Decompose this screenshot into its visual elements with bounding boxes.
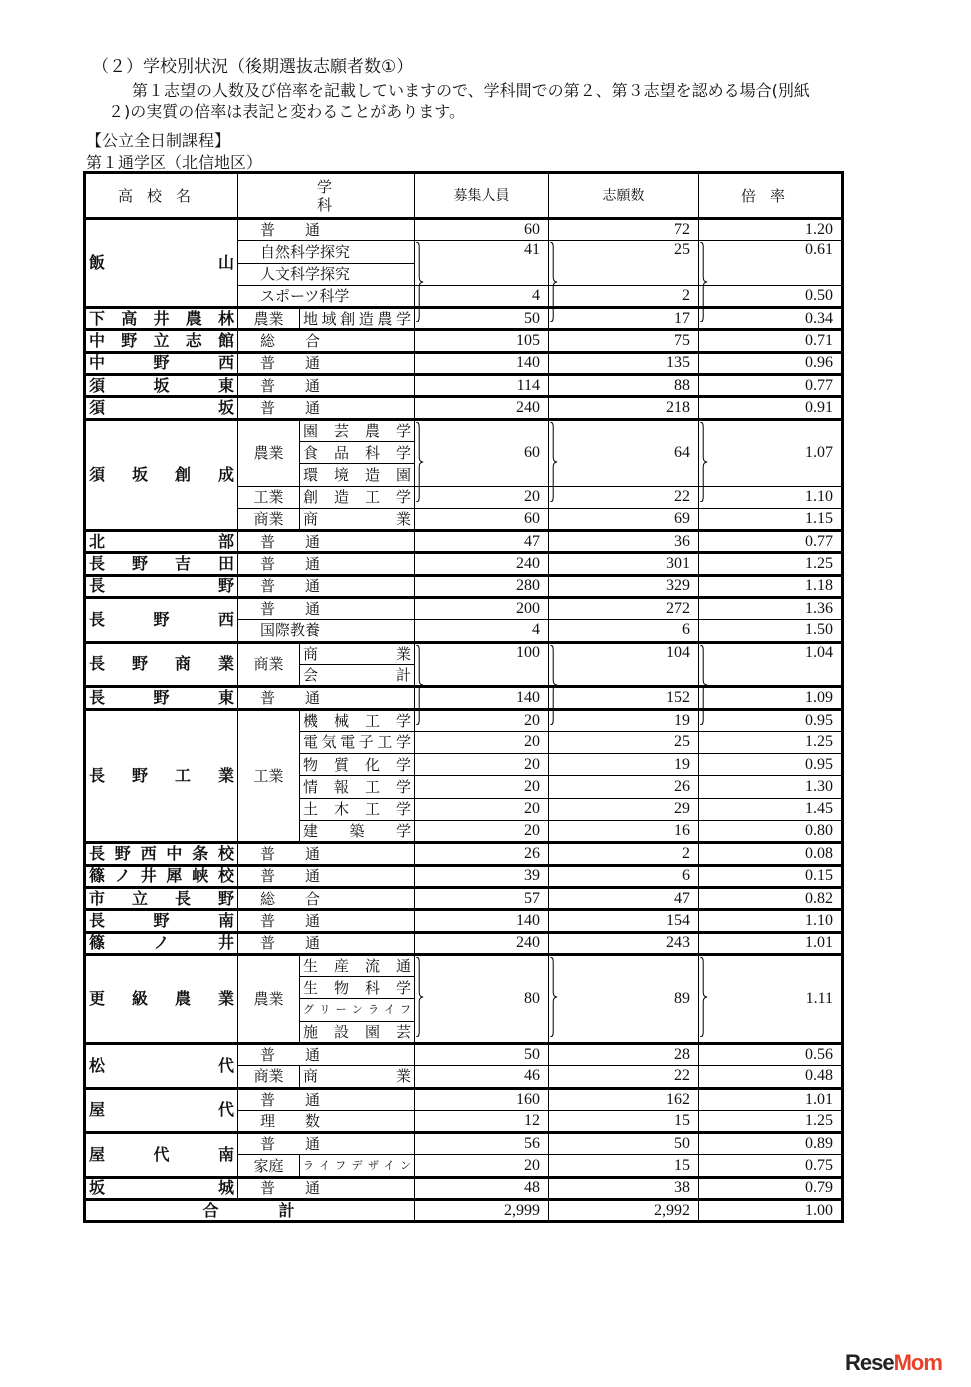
capacity-value: 12 xyxy=(415,1110,549,1132)
dept-name: 普 通 xyxy=(238,1133,415,1155)
table-row xyxy=(85,1177,843,1199)
capacity-value: 26 xyxy=(415,843,549,865)
dept-name: 普 通 xyxy=(238,375,415,397)
school-name: 屋代南 xyxy=(85,1133,238,1178)
school-name: 長野西 xyxy=(85,598,238,643)
capacity-value: 100 xyxy=(415,642,549,687)
ratio-value: 1.01 xyxy=(699,932,843,954)
dept-name: 総 合 xyxy=(238,887,415,909)
ratio-value: 0.77 xyxy=(699,375,843,397)
header-capacity: 募集人員 xyxy=(415,173,549,219)
applicants-value: 25 xyxy=(549,241,699,286)
applicants-value: 22 xyxy=(549,1066,699,1088)
applicants-value: 15 xyxy=(549,1110,699,1132)
dept-name: 建築学 xyxy=(300,821,415,843)
school-name: 飯山 xyxy=(85,219,238,308)
applicants-value: 38 xyxy=(549,1177,699,1199)
dept-category: 家庭 xyxy=(238,1155,300,1177)
total-row xyxy=(85,1200,843,1222)
applicants-value: 88 xyxy=(549,375,699,397)
applicants-value: 272 xyxy=(549,598,699,620)
school-name: 須坂東 xyxy=(85,375,238,397)
capacity-value: 50 xyxy=(415,308,549,330)
dept-name: 食品科学 xyxy=(300,441,415,463)
ratio-value: 1.30 xyxy=(699,776,843,798)
ratio-value: 1.25 xyxy=(699,731,843,753)
applicants-value: 36 xyxy=(549,531,699,553)
capacity-value: 60 xyxy=(415,419,549,486)
table-row xyxy=(85,397,843,419)
ratio-value: 0.91 xyxy=(699,397,843,419)
dept-name: 普 通 xyxy=(238,1088,415,1110)
ratio-value: 1.36 xyxy=(699,598,843,620)
table-row xyxy=(85,865,843,887)
capacity-value: 280 xyxy=(415,575,549,597)
brace-icon xyxy=(700,957,708,1037)
table-row xyxy=(85,954,843,976)
capacity-value: 39 xyxy=(415,865,549,887)
dept-name: 普 通 xyxy=(238,575,415,597)
dept-name: 物質化学 xyxy=(300,754,415,776)
school-name: 篠ノ井犀峡校 xyxy=(85,865,238,887)
school-name: 長野商業 xyxy=(85,642,238,687)
applicants-value: 301 xyxy=(549,553,699,575)
school-name: 屋代 xyxy=(85,1088,238,1133)
dept-name: ライフデザイン xyxy=(300,1155,415,1177)
dept-name: 情報工学 xyxy=(300,776,415,798)
applicants-value: 25 xyxy=(549,731,699,753)
ratio-value: 1.10 xyxy=(699,486,843,508)
capacity-value: 20 xyxy=(415,486,549,508)
table-row xyxy=(85,575,843,597)
dept-name: 普 通 xyxy=(238,397,415,419)
applicants-value: 2 xyxy=(549,285,699,307)
ratio-value: 1.45 xyxy=(699,798,843,820)
capacity-value: 20 xyxy=(415,731,549,753)
school-name: 長野東 xyxy=(85,687,238,709)
table-row xyxy=(85,219,843,241)
capacity-value: 57 xyxy=(415,887,549,909)
applicants-value: 28 xyxy=(549,1043,699,1065)
capacity-value: 56 xyxy=(415,1133,549,1155)
applicants-value: 6 xyxy=(549,865,699,887)
table-row xyxy=(85,1088,843,1110)
ratio-value: 0.15 xyxy=(699,865,843,887)
capacity-value: 20 xyxy=(415,821,549,843)
capacity-value: 20 xyxy=(415,798,549,820)
applicants-value: 329 xyxy=(549,575,699,597)
dept-name: 生物科学 xyxy=(300,977,415,999)
ratio-value: 0.56 xyxy=(699,1043,843,1065)
table-row xyxy=(85,308,843,330)
table-row xyxy=(85,887,843,909)
applicants-value: 15 xyxy=(549,1155,699,1177)
capacity-value: 140 xyxy=(415,910,549,932)
capacity-value: 140 xyxy=(415,352,549,374)
header-dept: 学科 xyxy=(238,173,415,219)
dept-name: 普 通 xyxy=(238,219,415,241)
applicants-value: 243 xyxy=(549,932,699,954)
dept-name: 普 通 xyxy=(238,1043,415,1065)
capacity-value: 4 xyxy=(415,620,549,642)
header-ratio: 倍率 xyxy=(699,173,843,219)
ratio-value: 0.82 xyxy=(699,887,843,909)
ratio-value: 0.34 xyxy=(699,308,843,330)
ratio-value: 1.25 xyxy=(699,553,843,575)
total-applicants: 2,992 xyxy=(549,1200,699,1222)
school-name: 長野吉田 xyxy=(85,553,238,575)
school-name: 須坂創成 xyxy=(85,419,238,530)
applicants-value: 154 xyxy=(549,910,699,932)
note-text: 第１志望の人数及び倍率を記載していますので、学科間での第２、第３志望を認める場合(別紙２)の実質の倍率は表記と変わることがあります。 xyxy=(108,81,810,121)
applicants-value: 19 xyxy=(549,754,699,776)
dept-name: 創造工学 xyxy=(300,486,415,508)
dept-category: 農業 xyxy=(238,308,300,330)
ratio-value: 1.04 xyxy=(699,642,843,687)
table-row xyxy=(85,375,843,397)
capacity-value: 20 xyxy=(415,754,549,776)
applicants-value: 16 xyxy=(549,821,699,843)
ratio-value: 1.15 xyxy=(699,508,843,530)
table-row xyxy=(85,330,843,352)
applicants-value: 6 xyxy=(549,620,699,642)
header-school: 高校名 xyxy=(85,173,238,219)
dept-category: 商業 xyxy=(238,642,300,687)
dept-name: 普 通 xyxy=(238,687,415,709)
table-header xyxy=(85,173,843,219)
dept-name: 国際教養 xyxy=(238,620,415,642)
dept-category: 商業 xyxy=(238,508,300,530)
applicants-value: 17 xyxy=(549,308,699,330)
applicants-value: 89 xyxy=(549,954,699,1043)
dept-name: 商業 xyxy=(300,1066,415,1088)
capacity-value: 46 xyxy=(415,1066,549,1088)
capacity-value: 20 xyxy=(415,709,549,731)
total-ratio: 1.00 xyxy=(699,1200,843,1222)
capacity-value: 240 xyxy=(415,553,549,575)
dept-name: グリーンライフ xyxy=(300,999,415,1021)
ratio-value: 1.07 xyxy=(699,419,843,486)
ratio-value: 0.75 xyxy=(699,1155,843,1177)
dept-name: 普 通 xyxy=(238,932,415,954)
dept-name: 土木工学 xyxy=(300,798,415,820)
section-heading: （２）学校別状況（後期選抜志願者数①） xyxy=(92,57,414,77)
logo-part: Rese xyxy=(845,1350,894,1375)
ratio-value: 0.80 xyxy=(699,821,843,843)
logo-part: Mom xyxy=(893,1350,942,1375)
applicants-value: 64 xyxy=(549,419,699,486)
table-row xyxy=(85,531,843,553)
course-label: 【公立全日制課程】 xyxy=(86,131,231,150)
dept-name: 地域創造農学 xyxy=(300,308,415,330)
dept-name: 普 通 xyxy=(238,598,415,620)
applicants-value: 218 xyxy=(549,397,699,419)
dept-name: 自然科学探究 xyxy=(238,241,415,263)
brace-icon xyxy=(416,957,424,1037)
applicants-value: 50 xyxy=(549,1133,699,1155)
table-row xyxy=(85,642,843,664)
capacity-value: 4 xyxy=(415,285,549,307)
ratio-value: 0.89 xyxy=(699,1133,843,1155)
dept-name: 商業 xyxy=(300,642,415,664)
dept-category: 商業 xyxy=(238,1066,300,1088)
header-applicants: 志願数 xyxy=(549,173,699,219)
dept-name: 会計 xyxy=(300,664,415,686)
dept-name: 商業 xyxy=(300,508,415,530)
dept-name: 普 通 xyxy=(238,843,415,865)
school-name: 松代 xyxy=(85,1043,238,1088)
applicants-value: 29 xyxy=(549,798,699,820)
table-row xyxy=(85,419,843,441)
school-name: 篠ノ井 xyxy=(85,932,238,954)
capacity-value: 47 xyxy=(415,531,549,553)
ratio-value: 0.08 xyxy=(699,843,843,865)
applicants-value: 75 xyxy=(549,330,699,352)
capacity-value: 41 xyxy=(415,241,549,286)
dept-name: 普 通 xyxy=(238,531,415,553)
capacity-value: 240 xyxy=(415,932,549,954)
ratio-value: 1.18 xyxy=(699,575,843,597)
table-row xyxy=(85,598,843,620)
ratio-value: 1.50 xyxy=(699,620,843,642)
ratio-value: 1.01 xyxy=(699,1088,843,1110)
applicants-value: 2 xyxy=(549,843,699,865)
school-name: 市立長野 xyxy=(85,887,238,909)
ratio-value: 1.11 xyxy=(699,954,843,1043)
ratio-value: 0.79 xyxy=(699,1177,843,1199)
ratio-value: 0.61 xyxy=(699,241,843,286)
capacity-value: 140 xyxy=(415,687,549,709)
dept-category: 農業 xyxy=(238,419,300,486)
applicants-value: 152 xyxy=(549,687,699,709)
dept-category: 農業 xyxy=(238,954,300,1043)
table-row xyxy=(85,843,843,865)
capacity-value: 160 xyxy=(415,1088,549,1110)
ratio-value: 1.10 xyxy=(699,910,843,932)
school-name: 長野南 xyxy=(85,910,238,932)
school-name: 長野工業 xyxy=(85,709,238,843)
school-name: 長野西中条校 xyxy=(85,843,238,865)
ratio-value: 1.20 xyxy=(699,219,843,241)
ratio-value: 0.95 xyxy=(699,754,843,776)
dept-name: 環境造園 xyxy=(300,464,415,486)
capacity-value: 20 xyxy=(415,776,549,798)
table-row xyxy=(85,1043,843,1065)
ratio-value: 0.48 xyxy=(699,1066,843,1088)
capacity-value: 20 xyxy=(415,1155,549,1177)
school-name: 中野西 xyxy=(85,352,238,374)
brace-icon xyxy=(550,957,558,1037)
ratio-value: 0.95 xyxy=(699,709,843,731)
dept-name: 総 合 xyxy=(238,330,415,352)
school-name: 北部 xyxy=(85,531,238,553)
applicants-value: 47 xyxy=(549,887,699,909)
school-name: 更級農業 xyxy=(85,954,238,1043)
capacity-value: 60 xyxy=(415,508,549,530)
dept-category: 工業 xyxy=(238,709,300,843)
school-name: 須坂 xyxy=(85,397,238,419)
applicants-value: 72 xyxy=(549,219,699,241)
ratio-value: 0.50 xyxy=(699,285,843,307)
applicants-value: 135 xyxy=(549,352,699,374)
capacity-value: 240 xyxy=(415,397,549,419)
ratio-value: 0.71 xyxy=(699,330,843,352)
school-name: 坂城 xyxy=(85,1177,238,1199)
resemom-logo xyxy=(845,1350,942,1376)
ratio-value: 0.77 xyxy=(699,531,843,553)
table-row xyxy=(85,553,843,575)
applicants-value: 22 xyxy=(549,486,699,508)
ratio-value: 1.09 xyxy=(699,687,843,709)
dept-name: 機械工学 xyxy=(300,709,415,731)
capacity-value: 105 xyxy=(415,330,549,352)
capacity-value: 200 xyxy=(415,598,549,620)
school-name: 長野 xyxy=(85,575,238,597)
total-label: 合計 xyxy=(85,1200,415,1222)
applicants-value: 69 xyxy=(549,508,699,530)
ratio-value: 1.25 xyxy=(699,1110,843,1132)
table-row xyxy=(85,709,843,731)
capacity-value: 50 xyxy=(415,1043,549,1065)
table-row xyxy=(85,352,843,374)
table-row xyxy=(85,1133,843,1155)
capacity-value: 48 xyxy=(415,1177,549,1199)
total-capacity: 2,999 xyxy=(415,1200,549,1222)
district-label: 第１通学区（北信地区） xyxy=(86,153,263,172)
capacity-value: 60 xyxy=(415,219,549,241)
capacity-value: 114 xyxy=(415,375,549,397)
dept-name: 生産流通 xyxy=(300,954,415,976)
school-name: 下高井農林 xyxy=(85,308,238,330)
table-row xyxy=(85,910,843,932)
school-name: 中野立志館 xyxy=(85,330,238,352)
dept-category: 工業 xyxy=(238,486,300,508)
applicants-table xyxy=(83,171,844,1223)
applicants-value: 26 xyxy=(549,776,699,798)
dept-name: 理 数 xyxy=(238,1110,415,1132)
applicants-value: 104 xyxy=(549,642,699,687)
dept-name: 普 通 xyxy=(238,352,415,374)
dept-name: 普 通 xyxy=(238,1177,415,1199)
capacity-value: 80 xyxy=(415,954,549,1043)
dept-name: 施設園芸 xyxy=(300,1021,415,1043)
dept-name: 普 通 xyxy=(238,553,415,575)
ratio-value: 0.96 xyxy=(699,352,843,374)
dept-name: 普 通 xyxy=(238,910,415,932)
dept-name: スポーツ科学 xyxy=(238,285,415,307)
table-row xyxy=(85,687,843,709)
dept-name: 人文科学探究 xyxy=(238,263,415,285)
table-row xyxy=(85,932,843,954)
dept-name: 普 通 xyxy=(238,865,415,887)
applicants-value: 19 xyxy=(549,709,699,731)
dept-name: 園芸農学 xyxy=(300,419,415,441)
applicants-value: 162 xyxy=(549,1088,699,1110)
dept-name: 電気電子工学 xyxy=(300,731,415,753)
